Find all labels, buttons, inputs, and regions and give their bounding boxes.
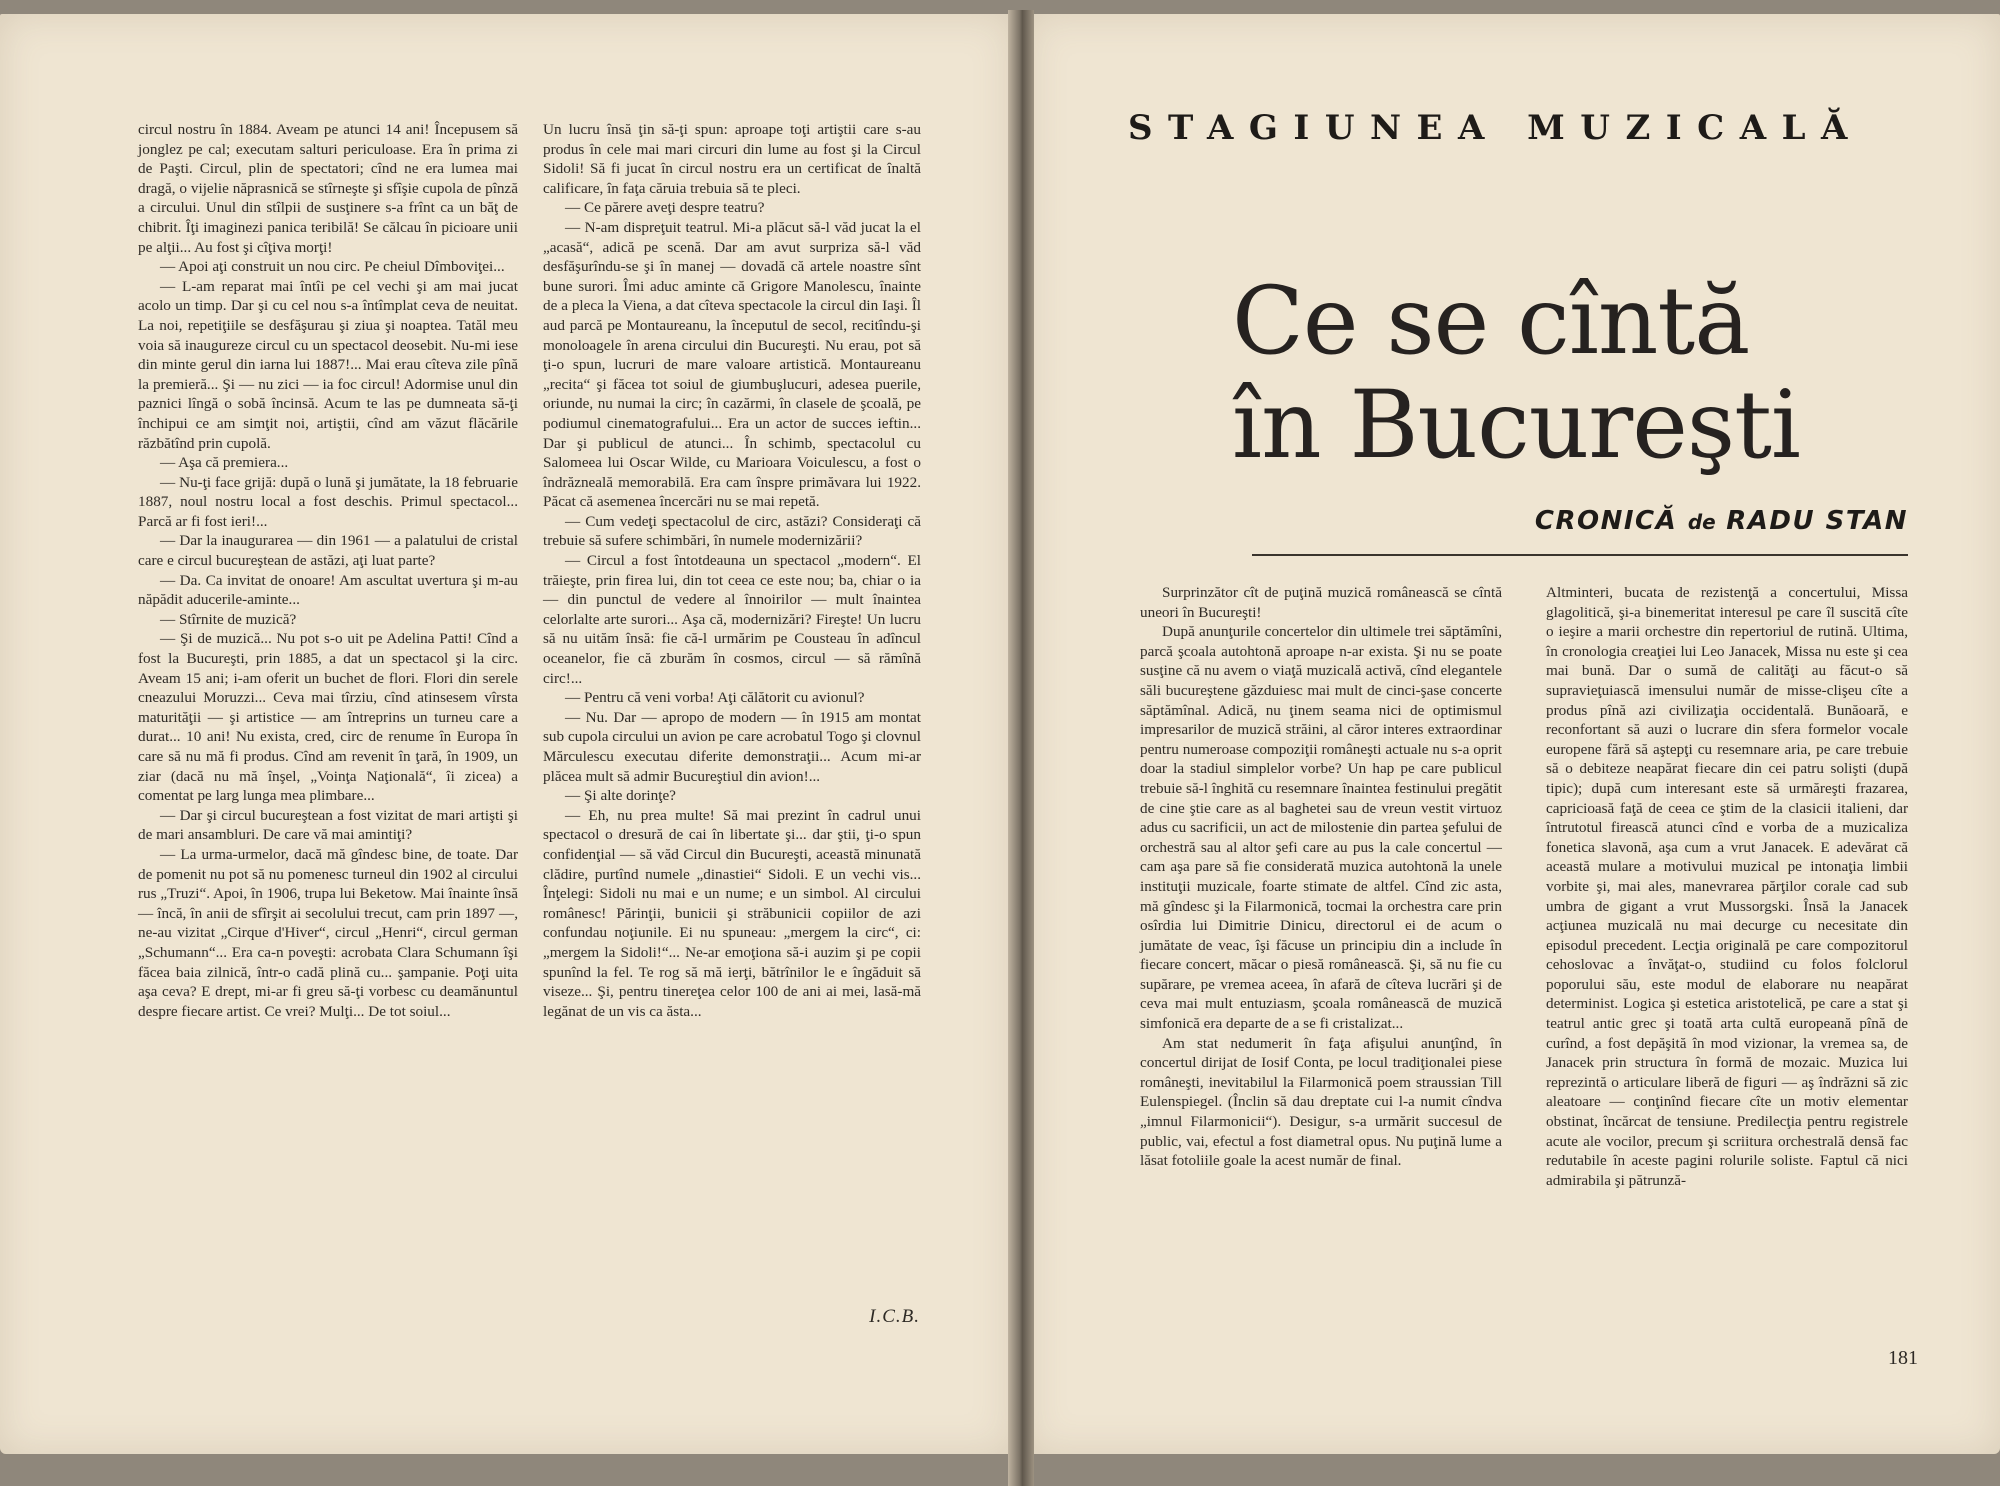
paragraph: — La urma-urmelor, dacă mă gîndesc bine, de toate. Dar de pomenit nu pot să nu pomenesc turneul din 1902 al circului rus „Truzi“. Apoi, în 1906, trupa lui Beketow. Mai înainte însă — încă, în anii de sfîrşit ai secolului trecut, cam prin 1897 —, ne-au vizitat „Cirque d'Hiver“, circul „Henri“, circul german „Schumann“... Era ca-n poveşti: acrobata Clara Schumann îşi făcea baia zilnică, într-o cadă plină cu... şampanie. Poţi uita aşa ceva? E drept, mi-ar fi greu să-ţi vorbesc cu deamănuntul despre fiecare artist. Ce vrei? Mulţi... De tot soiul...	[138, 845, 518, 1020]
paragraph: — Cum vedeţi spectacolul de circ, astăzi? Consideraţi că trebuie să sufere schimbări, în numele modernizării?	[543, 512, 921, 550]
article-title-line-1: Ce se cîntă	[1232, 267, 1750, 376]
article-title	[1232, 267, 1932, 480]
paragraph: — Nu. Dar — apropo de modern — în 1915 am montat sub cupola circului un avion pe care acrobatul Togo şi clovnul Mărculescu executau diferite demonstraţii... Acum mi-ar plăcea mult să admir Bucureştiul din avion!...	[543, 708, 921, 785]
book-gutter	[1008, 10, 1034, 1486]
paragraph: — Apoi aţi construit un nou circ. Pe cheiul Dîmboviţei...	[160, 258, 505, 276]
byline-author: RADU STAN	[1726, 506, 1908, 536]
paragraph: Surprinzător cît de puţină muzică românească se cîntă uneori în Bucureşti!	[1140, 584, 1502, 621]
paragraph: Altminteri, bucata de rezistenţă a concertului, Missa glagolitică, şi-a binemeritat interesul pe care îl suscită cîte o ieşire a marii orchestre din repertoriul de rutină. Ultima, în cronologia creaţiei lui Leo Janacek, Missa nu este şi cea mai bună. Dar o sumă de calităţi au făcut-o să supravieţuiască imensului număr de misse-clişeu cîte a produs pînă azi civilizaţia occidentală. Bunăoară, e reconfortant să auzi o lucrare din sfera formelor vocale europene fără să aştepţi cu resemnare aria, pe care trebuie să o debiteze neapărat fiecare din cei patru solişti (după tipic); după cum interesant este să urmăreşti frazarea, capricioasă faţă de ceea ce ştim de la clasicii italieni, dar întrutotul firească atunci cînd e vorba de a muzicaliza fonetica slavonă, aşa cum a vrut Janacek. E adevărat că această mulare a motivului muzical pe intonaţia limbii vorbite şi, mai ales, manevrarea părţilor corale cad sub umbra de gigant a vrut Mussorgski. Însă la Janacek acţiunea muzicală nu mai decurge cu necesitate din episodul precedent. Lecţia originală pe care compozitorul cehoslovac a învăţat-o, studiind cu folos folclorul poporului său, este modul de elaborare nu neapărat determinist. Logica şi estetica aristotelică, pe care a stat şi teatrul antic grec şi toată arta cultă europeană pînă de curînd, a fost depăşită în mod vizionar, la vremea sa, de Janacek prin structura în formă de mozaic. Muzica lui reprezintă o articulare liberă de figuri — aş îndrăzni să zic aleatoare — conţinînd fiecare cîte un motiv elementar obstinat, încărcat de tensiune. Predilecţia pentru registrele acute ale vocilor, precum şi scriitura orchestrală densă fac redutabile în aceste pagini rolurile soliste. Faptul că nici admirabila şi pătrunză-	[1546, 584, 1908, 1189]
paragraph: — Da. Ca invitat de onoare! Am ascultat uvertura şi m-au năpădit aducerile-aminte...	[138, 571, 518, 609]
paragraph: — Ce părere aveţi despre teatru?	[565, 199, 765, 217]
section-header: STAGIUNEA MUZICALĂ	[1128, 108, 1863, 148]
paragraph: — Dar la inaugurarea — din 1961 — a palatului de cristal care e circul bucureştean de astăzi, aţi luat parte?	[138, 532, 518, 570]
article-title-line-2: în Bucureşti	[1232, 371, 1800, 480]
byline-prefix: CRONICĂ	[1534, 506, 1678, 536]
byline	[1300, 506, 1908, 536]
paragraph: — Eh, nu prea multe! Să mai prezint în cadrul unui spectacol o dresură de cai în libertate şi... dar ştii, ţi-o spun confidenţial — să văd Circul din Bucureşti, această minunată clădire, purtînd numele „dinastiei“ Sidoli. E un vechi vis... Înţelegi: Sidoli nu mai e un nume; e un simbol. Al circului românesc! Părinţii, bunicii şi străbunicii copiilor de azi confundau noţiunile. Ei nu spuneau: „mergem la circ“, ci: „mergem la Sidoli!“... Ne-ar emoţiona să-i auzim şi pe copii spunînd la fel. Te rog să mă ierţi, bătrînilor le e îngăduit să viseze... Şi, pentru tinereţea celor 100 de ani ai mei, lasă-mă legănat de un vis ca ăsta...	[543, 806, 921, 1020]
paragraph: — Circul a fost întotdeauna un spectacol „modern“. El trăieşte, prin firea lui, din tot ceea ce este nou; ba, chiar o ia — din punctul de vedere al înnoirilor — mult înaintea celorlalte arte surori... Aşa că, modernizări? Fireşte! Un lucru să nu uităm însă: fie că-l urmărim pe Cousteau în adîncul oceanelor, fie că zburăm în cosmos, circul — să rămînă circ!...	[543, 552, 921, 687]
byline-de: de	[1687, 510, 1716, 534]
right-page-column-2	[1546, 583, 1908, 1323]
signature: I.C.B.	[869, 1306, 920, 1327]
paragraph: Am stat nedumerit în faţa afişului anunţînd, în concertul dirijat de Iosif Conta, pe locul tradiţionalei piese româneşti, inevitabilul la Filarmonică poem straussian Till Eulenspiegel. (Înclin să dau dreptate cui l-a numit cîndva „imnul Filarmonicii“). Desigur, s-a urmărit succesul de public, vai, efectul a fost diametral opus. Nu puţină lume a lăsat fotoliile goale la acest număr de final.	[1140, 1034, 1502, 1170]
paragraph: — Pentru că veni vorba! Aţi călătorit cu avionul?	[565, 689, 865, 707]
left-page-column-1	[138, 120, 518, 1330]
right-page-column-1	[1140, 583, 1502, 1323]
paragraph: circul nostru în 1884. Aveam pe atunci 14 ani! Începusem să jonglez pe cal; executam salturi periculoase. Era în prima zi de Paşti. Circul, plin de spectatori; cînd ne era lumea mai dragă, o vijelie năprasnică se stîrneşte şi sfîşie cupola de pînză a circului. Unul din stîlpii de susţinere s-a frînt ca un băţ de chibrit. Îţi imaginezi panica teribilă! Se călcau în picioare unii pe alţii... Au fost şi cîţiva morţi!	[138, 121, 518, 256]
page-number: 181	[1888, 1347, 1918, 1369]
title-divider	[1252, 554, 1908, 556]
paragraph: — Stîrnite de muzică?	[160, 610, 297, 628]
paragraph: După anunţurile concertelor din ultimele trei săptămîni, parcă şcoala autohtonă aproape n-ar exista. Şi nu se poate susţine că nu avem o viaţă muzicală activă, cînd elegantele săli bucureştene găzduiesc mai mult de cinci-şase concerte săptămînal. Adică, nu ţinem seama nici de optimismul impresarilor de muzică străini, al căror interes extraordinar pentru numeroase compoziţii româneşti actuale nu s-a oprit doar la stadiul simplelor vorbe? Un hap pe care publicul trebuie să-l înghită cu resemnare înaintea festinului pregătit de cine ştie care as al baghetei sau de vreun vestit virtuoz adus cu sacrificii, un act de milostenie din partea şefului de orchestră sau al altor şefi care au pus la cale concertul — cam aşa pare să fie considerată muzica autohtonă la unele instituţii muzicale, foarte stimate de altfel. Cînd zic asta, mă gîndesc şi la Filarmonică, tocmai la orchestra care prin osîrdia lui Dimitrie Dinicu, directorul ei de acum o jumătate de veac, îşi făcuse un principiu din a include în fiecare concert, măcar o piesă românească. Şi, să nu fie cu supărare, pe vremea aceea, în afară de cîteva lucrări şi de ceva mai mult entuziasm, şcoala românească de muzică simfonică era departe de a se fi cristalizat...	[1140, 623, 1502, 1033]
paragraph: — Dar şi circul bucureştean a fost vizitat de mari artişti şi de mari ansambluri. De care vă mai amintiţi?	[138, 806, 518, 844]
paragraph: — Aşa că premiera...	[160, 454, 289, 472]
paragraph: — Şi de muzică... Nu pot s-o uit pe Adelina Patti! Cînd a fost la Bucureşti, prin 1885, a dat un spectacol şi la circ. Aveam 15 ani; i-am oferit un buchet de flori. Flori din serele cneazului Moruzzi... Ceva mai tîrziu, cînd atinsesem vîrsta maturităţii — şi artistice — am întreprins un turneu care a durat... 10 ani! Nu exista, cred, circ de renume în Europa în care să nu mă fi produs. Cînd am revenit în ţară, în 1909, un ziar (dacă nu mă înşel, „Voinţa Naţională“, îi zicea) a comentat pe larg lunga mea plimbare...	[138, 630, 518, 805]
paragraph: — Nu-ţi face grijă: după o lună şi jumătate, la 18 februarie 1887, noul nostru local a fost deschis. Primul spectacol... Parcă ar fi fost ieri!...	[138, 473, 518, 530]
left-page-column-2	[543, 120, 921, 1330]
paragraph: Un lucru însă ţin să-ţi spun: aproape toţi artiştii care s-au produs în cele mai mari circuri din lume au fost şi la Circul Sidoli! Să fi jucat în circul nostru era un certificat de înaltă calificare, în faţa căruia trebuia să te pleci.	[543, 121, 921, 197]
paragraph: — L-am reparat mai întîi pe cel vechi şi am mai jucat acolo un timp. Dar şi cu cel nou s-a întîmplat ceva de neuitat. La noi, repetiţiile se desfăşurau şi ziua şi noaptea. Tatăl meu voia să inaugureze circul cu un spectacol deosebit. Nu-mi iese din minte gerul din iarna lui 1887!... Mai erau cîteva zile pînă la premieră... Şi — nu zici — ia foc circul! Adormise unul din paznici lîngă o sobă încinsă. Acum te las pe dumneata să-ţi închipui ce am simţit noi, artiştii, cînd am văzut flăcările răzbătînd prin cupolă.	[138, 277, 518, 452]
paragraph: — Şi alte dorinţe?	[565, 787, 676, 805]
paragraph: — N-am dispreţuit teatrul. Mi-a plăcut să-l văd jucat la el „acasă“, adică pe scenă. Dar am avut surpriza să-l văd desfăşurîndu-se şi în manej — dovadă că artele noastre sînt bune surori. Îmi aduc aminte că Grigore Manolescu, înainte de a pleca la Viena, a dat cîteva spectacole la circul din Iaşi. Îl aud parcă pe Montaureanu, la începutul de secol, recitîndu-şi monoloagele în arena circului din Bucureşti. Nu erau, pot să ţi-o spun, lucruri de mare valoare artistică. Montaureanu „recita“ şi făcea tot soiul de giumbuşlucuri, adesea puerile, oriunde, nu numai la circ; în cazărmi, în clasele de şcoală, pe podiumul cinematografului... Era un actor de succes ieftin... Dar şi publicul de atunci... În schimb, spectacolul cu Salomeea lui Oscar Wilde, cu Marioara Voiculescu, a fost o îndrăzneală memorabilă. Era cam înspre primăvara lui 1922. Păcat că asemenea încercări nu se mai repetă.	[543, 218, 921, 511]
